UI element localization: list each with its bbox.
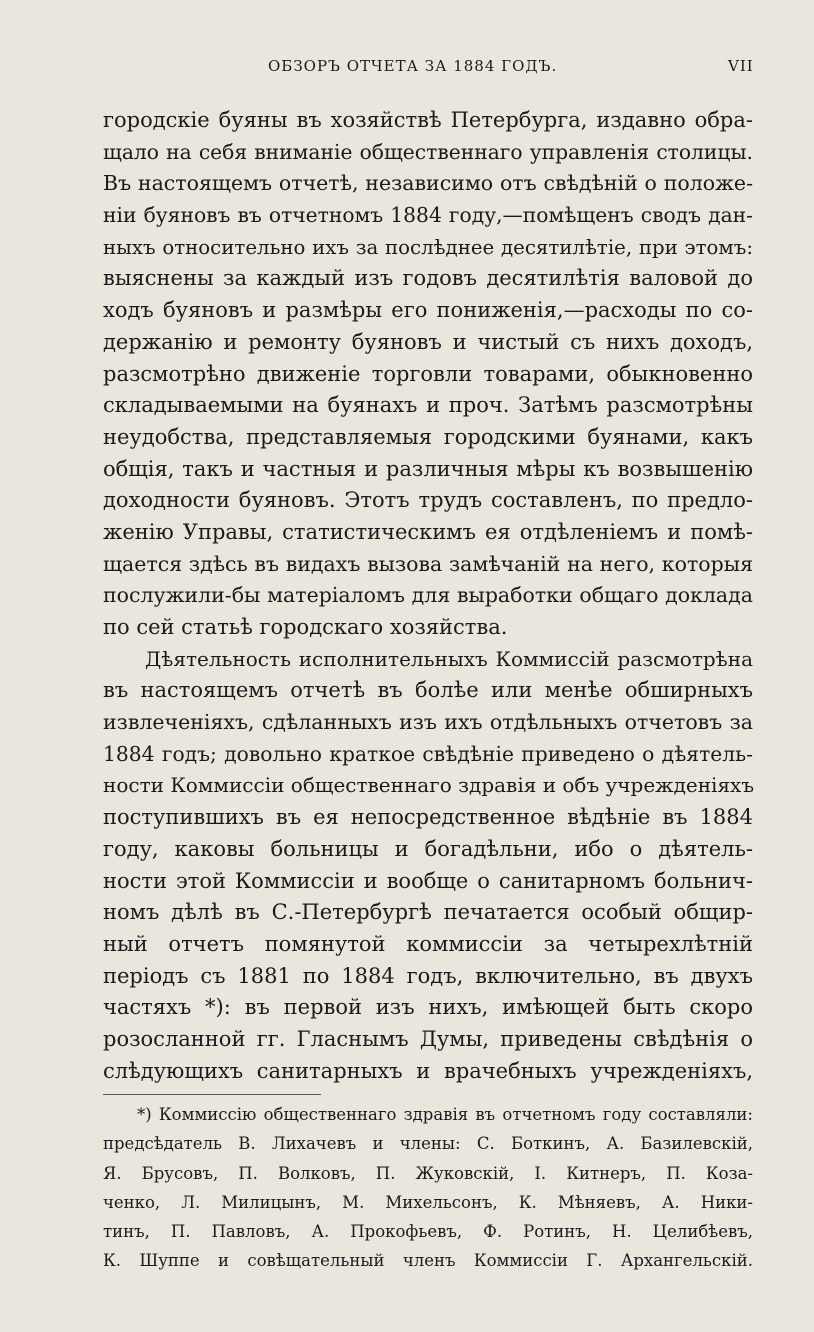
text-line: ніи буяновъ въ отчетномъ 1884 году,—помѣщенъ сводъ дан- [103, 203, 753, 228]
text-line: Дѣятельность исполнительныхъ Коммиссій разсмотрѣна [145, 646, 753, 671]
text-line: ходъ буяновъ и размѣры его пониженія,—расходы по со- [103, 298, 753, 323]
text-line: щало на себя вниманіе общественнаго управленія столицы. [103, 139, 753, 164]
footnote-line: Я. Брусовъ, П. Волковъ, П. Жуковскій, І. Китнеръ, П. Коза- [103, 1163, 753, 1183]
text-line: разсмотрѣно движеніе торговли товарами, обыкновенно [103, 361, 753, 386]
footnote [103, 1100, 753, 1276]
footnote-separator [103, 1094, 321, 1095]
text-line: извлеченіяхъ, сдѣланныхъ изъ ихъ отдѣльныхъ отчетовъ за [103, 710, 753, 735]
text-line: женію Управы, статистическимъ ея отдѣленіемъ и помѣ- [103, 519, 753, 544]
footnote-line: *) Коммиссію общественнаго здравія въ отчетномъ году составляли: [137, 1105, 753, 1124]
text-line: неудобства, представляемыя городскими буянами, какъ [103, 424, 753, 449]
text-line: складываемыми на буянахъ и проч. Затѣмъ разсмотрѣны [103, 393, 753, 418]
text-line: выяснены за каждый изъ годовъ десятилѣтія валовой до [103, 266, 753, 291]
text-line: общія, такъ и частныя и различныя мѣры къ возвышенію [103, 456, 753, 481]
text-line: поступившихъ въ ея непосредственное вѣдѣніе въ 1884 [103, 805, 753, 830]
footnote-line: К. Шуппе и совѣщательный членъ Коммиссіи Г. Архангельскій. [103, 1251, 753, 1271]
text-line: номъ дѣлѣ въ С.-Петербургѣ печатается особый общир- [103, 900, 753, 925]
text-line: частяхъ *): въ первой изъ нихъ, имѣющей быть скоро [103, 995, 753, 1020]
text-line: ныхъ относительно ихъ за послѣднее десятилѣтіе, при этомъ: [103, 235, 753, 259]
text-line: періодъ съ 1881 по 1884 годъ, включительно, въ двухъ [103, 963, 753, 988]
text-line: держанію и ремонту буяновъ и чистый съ нихъ доходъ, [103, 329, 753, 354]
text-line: розосланной гг. Гласнымъ Думы, приведены свѣдѣнія о [103, 1026, 753, 1051]
text-line: слѣдующихъ санитарныхъ и врачебныхъ учрежденіяхъ, [103, 1058, 753, 1083]
text-line: щается здѣсь въ видахъ вызова замѣчаній на него, которыя [103, 551, 753, 576]
text-line: 1884 годъ; довольно краткое свѣдѣніе приведено о дѣятель- [103, 741, 753, 766]
text-line: по сей статьѣ городскаго хозяйства. [103, 615, 508, 639]
text-line: послужили-бы матеріаломъ для выработки общаго доклада [103, 583, 753, 608]
text-line: городскіе буяны въ хозяйствѣ Петербурга, издавно обра- [103, 108, 753, 132]
footnote-line: предсѣдатель В. Лихачевъ и члены: С. Боткинъ, А. Базилевскій, [103, 1134, 753, 1154]
text-line: ный отчетъ помянутой коммиссіи за четырехлѣтній [103, 931, 753, 956]
text-line: ности Коммиссіи общественнаго здравія и объ учрежденіяхъ [103, 773, 755, 798]
text-line: въ настоящемъ отчетѣ въ болѣе или менѣе обширныхъ [103, 678, 753, 703]
text-line: ности этой Коммиссіи и вообще о санитарномъ больнич- [103, 868, 753, 893]
running-title: ОБЗОРЪ ОТЧЕТА ЗА 1884 ГОДЪ. [268, 57, 558, 75]
text-line: доходности буяновъ. Этотъ трудъ составленъ, по предло- [103, 488, 753, 513]
footnote-line: тинъ, П. Павловъ, А. Прокофьевъ, Ф. Ротинъ, Н. Целибѣевъ, [103, 1222, 753, 1242]
footnote-line: ченко, Л. Милицынъ, М. Михельсонъ, К. Мѣняевъ, А. Ники- [103, 1192, 753, 1212]
page-number: VII [728, 57, 754, 75]
text-line: Въ настоящемъ отчетѣ, независимо отъ свѣдѣній о положе- [103, 171, 753, 196]
main-text [103, 105, 753, 1087]
text-line: году, каковы больницы и богадѣльни, ибо о дѣятель- [103, 836, 753, 861]
